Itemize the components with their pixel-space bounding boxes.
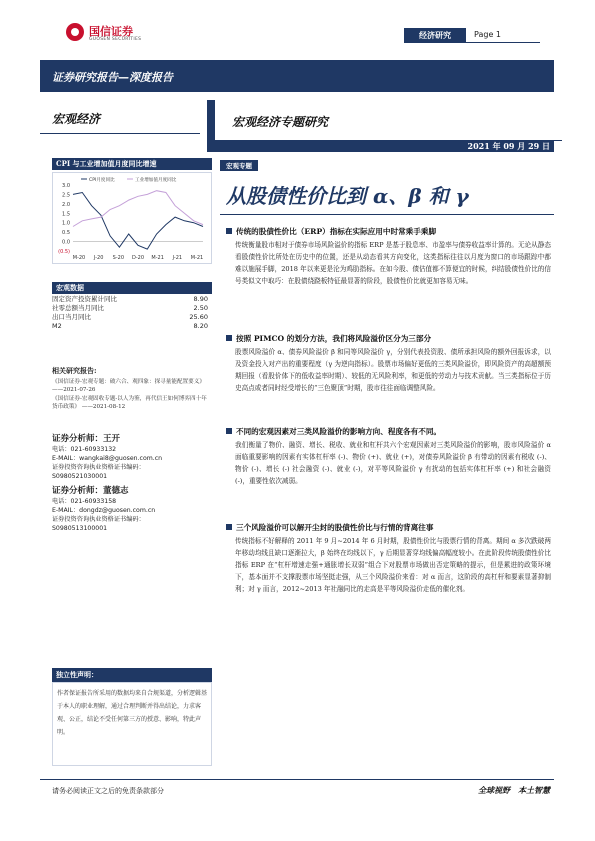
macro-row xyxy=(52,295,212,304)
bullet-square-icon xyxy=(226,228,232,234)
legend-label: CPI月度同比 xyxy=(89,178,115,183)
analyst-cert-label: 证券投资咨询执业资格证书编码： xyxy=(52,464,145,471)
section-heading xyxy=(226,333,556,344)
macro-label: M2 xyxy=(52,322,62,330)
bullet-square-icon xyxy=(226,335,232,341)
banner-title: 证券研究报告—深度报告 xyxy=(52,71,173,84)
footer-slogan: 全球视野 本土智慧 xyxy=(478,785,550,795)
y-tick-label: 2.0 xyxy=(62,201,70,208)
macro-value: 8.20 xyxy=(193,322,208,330)
analyst-cert: S0980521030001 xyxy=(52,473,108,480)
report-title: 从股债性价比到 α、β 和 γ xyxy=(226,184,469,208)
footer-note: 请务必阅读正文之后的免责条款部分 xyxy=(52,787,164,795)
bullet-square-icon xyxy=(226,428,232,434)
x-tick-label: J-21 xyxy=(172,255,183,261)
cpi-iva-chart xyxy=(52,172,212,264)
section-body: 传统衡量股市相对于债券市场风险溢价的指标 ERP 是基于股息率、市盈率与债券收益率计算的。无论从静态看股债性价比所处在历史中的位置，还是从动态看其方向变化，这类指标往往以月度为窗口的市场跟踪中都难以施展手脚，2018 年以来更是沦为鸡肋指标。在如今股、债估值都不算便宜的时候，纠结股债性价比的信号类似文中取巧：在股债绕跷板特征最显著的阶段，股债性价比就更加容易无味。 xyxy=(235,241,551,285)
analyst-name: 证券分析师：王开 xyxy=(52,434,121,444)
section-heading xyxy=(226,226,556,237)
y-tick-label: 1.5 xyxy=(62,211,70,218)
section-heading xyxy=(226,426,556,437)
x-tick-label: J-20 xyxy=(93,255,104,261)
macro-label: 出口当月同比 xyxy=(52,313,91,321)
related-header: 相关研究报告: xyxy=(52,366,97,375)
series-line xyxy=(73,191,203,227)
y-tick-label: 3.0 xyxy=(62,183,70,189)
related-report-link[interactable]: 《国信证券-宏观专题：破六合、观四象：探寻量能配置要义》 ——2021-07-26 xyxy=(52,379,205,393)
section-heading xyxy=(226,522,556,533)
analyst-phone: 电话：021-60933132 xyxy=(52,446,117,453)
related-report-link[interactable]: 《国信证券-宏观固收专题-以人为鉴，再代信王如何博弈四十年货币政策》 ——2021-08-12 xyxy=(52,396,207,410)
page-number: Page 1 xyxy=(474,30,501,39)
y-tick-label: (0.5) xyxy=(58,249,70,255)
section-body: 传统指标不好解释的 2011 年 9 月~2014 年 6 月时期，股债性价比与股票行情的背离。期间 α 多次跌破两年移动均线且缺口逐渐拉大，β 始终在均线以下，γ 后期显著穿均线偏高幅度较小。在此阶段传统股债性价比指标 ERP 在“杠杆增速走强+通胀增长双弱”组合下对股票市场做出否定策略的提示，但是累进的政策环境下，基本面并不支撑股票市场坚挺走强，从三个风险溢价来看：对 α 而言，这阶段的高杠杆和要素显著抑制利；对 γ 而言，2012~2013 年社融同比的走高是平等风险溢价走低的催化剂。 xyxy=(235,537,551,593)
section-heading-text: 不同的宏观因素对三类风险溢价的影响方向、程度各有不同。 xyxy=(236,427,442,436)
macro-value: 2.50 xyxy=(193,304,208,312)
macro-row xyxy=(52,304,212,313)
macro-row xyxy=(52,322,212,331)
x-tick-label: M-20 xyxy=(72,255,86,261)
x-tick-label: M-21 xyxy=(190,255,204,261)
company-logo-icon xyxy=(66,23,84,41)
footer-rule xyxy=(40,779,554,780)
disclaimer-header: 独立性声明： xyxy=(52,668,212,682)
header-tag: 经济研究 xyxy=(404,28,466,42)
legend-label: 工业增加值月度同比 xyxy=(135,178,177,183)
company-name: 国信证券 xyxy=(89,25,133,38)
series-title: 宏观经济专题研究 xyxy=(232,115,329,129)
section-body: 股票风险溢价 α、债券风险溢价 β 和同等风险溢价 γ，分别代表投资股、债所承担风险的额外回报诉求，以及资金投入对产出的重要程度（γ 为逆向指标）。股票市场偏好更低的三类风险溢价，即风险资产的高超额预期回报（看股价体下的低收益率时期）、较低的无风险利率，和更低的劳动力与技术贡献。当三类指标位于历史高点或者同时经受增长的“三色聚顶”时期，股市往往面临调整风险。 xyxy=(235,348,551,392)
y-tick-label: 0.0 xyxy=(62,239,70,246)
macro-header: 宏观数据 xyxy=(52,282,212,294)
macro-row xyxy=(52,313,212,322)
section-heading-text: 按照 PIMCO 的划分方法，我们将风险溢价区分为三部分 xyxy=(236,334,432,343)
x-tick-label: S-20 xyxy=(112,255,125,261)
macro-label: 社零总额当月同比 xyxy=(52,304,104,312)
macro-value: 25.60 xyxy=(189,313,208,321)
subject-rule xyxy=(40,133,200,134)
section-body: 我们衡量了物价、融资、增长、税收、就业和杠杆共六个宏观因素对三类风险溢价的影响，股市风险溢价 α 面临重要影响的因素有实体杠杆率 (-)、物价 (+)、就业 (+)，对债券风险溢价 β 有带动的因素有税收 (-)、物价 (-)、增长 (-) 社会融资 (-)、就业 (-)，对平等风险溢价 γ 有扰动的包括实体杠杆率 (+) 和社会融资 (-)，重要性依次减弱。 xyxy=(235,441,551,485)
x-tick-label: D-20 xyxy=(131,255,145,261)
section-heading-text: 三个风险溢价可以解开尘封的股债性价比与行情的背离往事 xyxy=(236,523,434,532)
analyst-email[interactable]: E-MAIL：dongdz@guosen.com.cn xyxy=(52,507,156,514)
subject-label: 宏观经济 xyxy=(52,112,101,126)
chart-svg xyxy=(53,173,211,263)
analyst-email[interactable]: E-MAIL：wangkai8@guosen.com.cn xyxy=(52,455,163,462)
macro-label: 固定资产投资累计同比 xyxy=(52,295,117,303)
analyst-name: 证券分析师：董德志 xyxy=(52,486,129,496)
macro-value: 8.90 xyxy=(193,295,208,303)
y-tick-label: 0.5 xyxy=(62,230,70,237)
analyst-phone: 电话：021-60933158 xyxy=(52,498,117,505)
bullet-square-icon xyxy=(226,524,232,530)
section-heading-text: 传统的股债性价比（ERP）指标在实际应用中时常乘手乘脚 xyxy=(236,227,437,236)
report-type-tag: 宏观专题 xyxy=(220,160,258,171)
x-tick-label: M-21 xyxy=(151,255,164,261)
y-tick-label: 2.5 xyxy=(62,192,70,199)
disclaimer-body: 作者保证报告所采用的数据均来自合规渠道，分析逻辑基于本人的职业理解，通过合理判断并得出结论，力求客观、公正，结论不受任何第三方的授意、影响，特此声明。 xyxy=(52,682,212,766)
series-line xyxy=(73,193,203,250)
analyst-cert-label: 证券投资咨询执业资格证书编码： xyxy=(52,516,145,523)
analyst-cert: S0980513100001 xyxy=(52,525,108,532)
y-tick-label: 1.0 xyxy=(62,220,70,227)
report-date: 2021 年 09 月 29 日 xyxy=(467,141,550,151)
chart-header: CPI 与工业增加值月度同比增速 xyxy=(52,158,212,170)
company-name-en: GUOSEN SECURITIES xyxy=(89,37,142,42)
title-rule xyxy=(220,214,554,215)
